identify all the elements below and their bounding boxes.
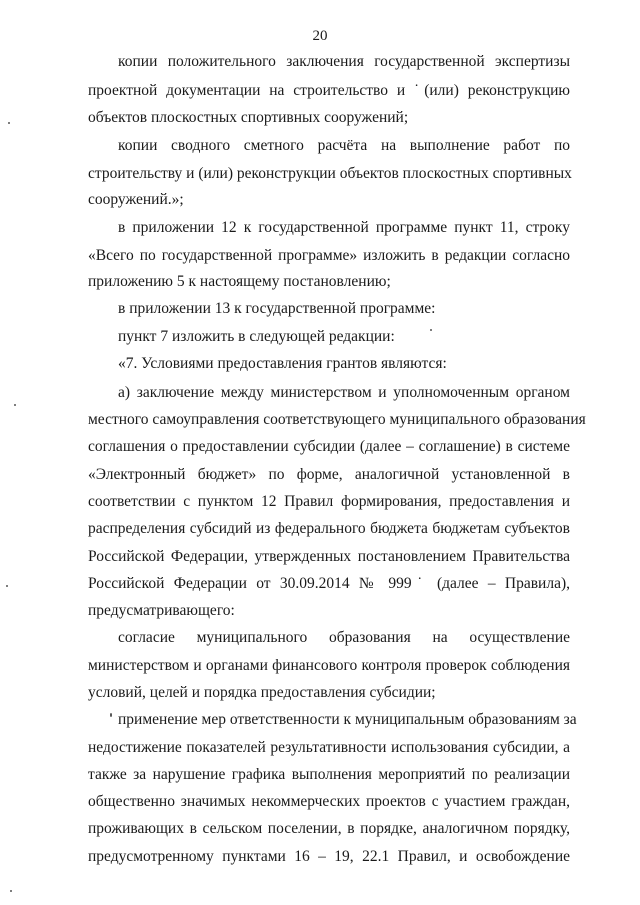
text-line: соглашения о предоставлении субсидии (далее – соглашение) в системе — [88, 438, 570, 455]
text-line: копии сводного сметного расчёта на выполнение работ по — [118, 137, 570, 154]
text-line: применение мер ответственности к муниципальным образованиям за — [118, 711, 577, 728]
text-line: сооружений.»; — [88, 191, 184, 208]
text-line: приложению 5 к настоящему постановлению; — [88, 273, 391, 290]
scan-speck — [110, 713, 112, 717]
text-line: распределения субсидий из федерального бюджета бюджетам субъектов — [88, 520, 570, 537]
text-line: копии положительного заключения государственной экспертизы — [118, 53, 570, 70]
text-line: проживающих в сельском поселении, в порядке, аналогичном порядку, — [88, 820, 570, 837]
text-line: проектной документации на строительство и ˙(или) реконструкцию — [88, 82, 570, 99]
text-line: «Всего по государственной программе» изложить в редакции согласно — [88, 247, 570, 264]
scan-speck — [14, 404, 16, 406]
text-line: общественно значимых некоммерческих проектов с участием граждан, — [88, 793, 570, 810]
text-line: условий, целей и порядка предоставления субсидии; — [88, 684, 436, 701]
text-line: а) заключение между министерством и уполномоченным органом — [118, 384, 570, 401]
scan-speck — [6, 585, 8, 587]
text-line: Российской Федерации от 30.09.2014 № 999˙ (далее – Правила), — [88, 575, 570, 592]
text-line: министерством и органами финансового контроля проверок соблюдения — [88, 657, 570, 674]
text-line: строительству и (или) реконструкции объектов плоскостных спортивных — [88, 165, 572, 182]
scan-speck — [8, 122, 10, 124]
text-line: пункт 7 изложить в следующей редакции: — [118, 328, 395, 345]
text-line: местного самоуправления соответствующего муниципального образования — [88, 411, 586, 428]
text-line: согласие муниципального образования на осуществление — [118, 629, 570, 646]
text-line: в приложении 12 к государственной программе пункт 11, строку — [118, 219, 570, 236]
text-line: предусмотренному пунктами 16 – 19, 22.1 Правил, и освобождение — [88, 848, 570, 865]
text-line: в приложении 13 к государственной программе: — [118, 300, 436, 317]
text-line: объектов плоскостных спортивных сооружений; — [88, 109, 409, 126]
text-line: Российской Федерации, утвержденных постановлением Правительства — [88, 548, 570, 565]
text-line: «Электронный бюджет» по форме, аналогичной установленной в — [88, 466, 570, 483]
text-line: также за нарушение графика выполнения мероприятий по реализации — [88, 766, 570, 783]
text-line: предусматривающего: — [88, 602, 235, 619]
scan-speck — [430, 329, 432, 331]
scan-speck — [10, 890, 12, 892]
text-line: соответствии с пунктом 12 Правил формирования, предоставления и — [88, 493, 570, 510]
text-line: «7. Условиями предоставления грантов являются: — [118, 355, 447, 372]
page-number: 20 — [312, 28, 328, 44]
text-line: недостижение показателей результативности использования субсидии, а — [88, 739, 570, 756]
